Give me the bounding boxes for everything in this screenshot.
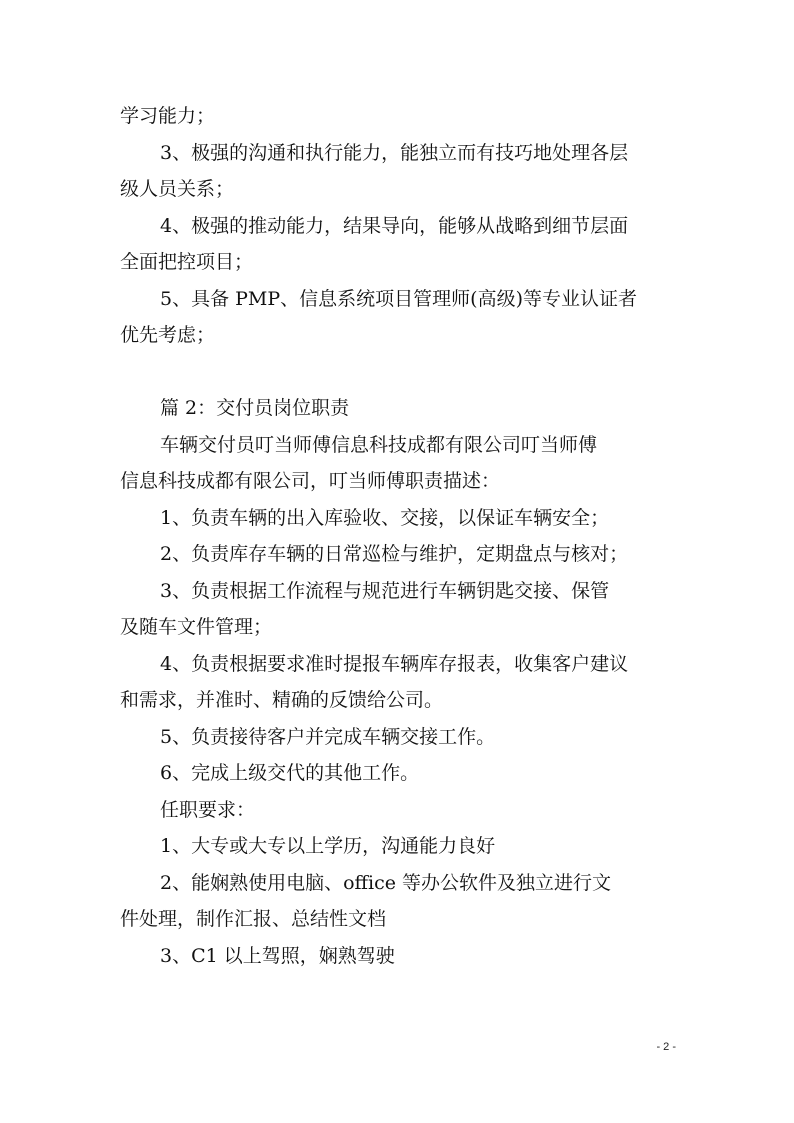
requirement-item-3: 3、极强的沟通和执行能力，能独立而有技巧地处理各层 bbox=[160, 141, 629, 164]
duty-item-6: 6、完成上级交代的其他工作。 bbox=[160, 762, 420, 784]
text-line: 及随车文件管理； bbox=[120, 616, 273, 638]
qualification-item-3: 3、C1 以上驾照，娴熟驾驶 bbox=[160, 944, 395, 967]
blank-line bbox=[120, 354, 680, 391]
text-line: 学习能力； bbox=[120, 105, 216, 127]
duty-item-4: 4、负责根据要求准时提报车辆库存报表，收集客户建议 bbox=[160, 652, 629, 675]
duty-item-1: 1、负责车辆的出入库验收、交接，以保证车辆安全； bbox=[160, 506, 610, 529]
requirement-item-5: 5、具备 PMP、信息系统项目管理师(高级)等专业认证者 bbox=[160, 287, 637, 310]
duty-item-2: 2、负责库存车辆的日常巡检与维护，定期盘点与核对； bbox=[160, 543, 629, 565]
duty-item-5: 5、负责接待客户并完成车辆交接工作。 bbox=[160, 725, 496, 748]
text-line: 级人员关系； bbox=[120, 178, 235, 200]
text-line: 全面把控项目； bbox=[120, 251, 254, 273]
document-body bbox=[120, 98, 680, 974]
intro-paragraph: 车辆交付员叮当师傅信息科技成都有限公司叮当师傅 bbox=[160, 433, 598, 456]
qualification-item-2: 2、能娴熟使用电脑、office 等办公软件及独立进行文 bbox=[160, 871, 612, 894]
text-line: 优先考虑； bbox=[120, 324, 216, 346]
text-line: 信息科技成都有限公司，叮当师傅职责描述： bbox=[120, 470, 501, 492]
qualification-item-1: 1、大专或大专以上学历，沟通能力良好 bbox=[160, 835, 496, 857]
page-number: - 2 - bbox=[656, 1041, 676, 1053]
requirements-heading: 任职要求： bbox=[160, 798, 256, 821]
text-line: 和需求，并准时、精确的反馈给公司。 bbox=[120, 689, 444, 711]
requirement-item-4: 4、极强的推动能力，结果导向，能够从战略到细节层面 bbox=[160, 214, 629, 237]
section-heading: 篇 2：交付员岗位职责 bbox=[160, 397, 350, 419]
text-line: 件处理，制作汇报、总结性文档 bbox=[120, 908, 387, 930]
duty-item-3: 3、负责根据工作流程与规范进行车辆钥匙交接、保管 bbox=[160, 579, 610, 602]
